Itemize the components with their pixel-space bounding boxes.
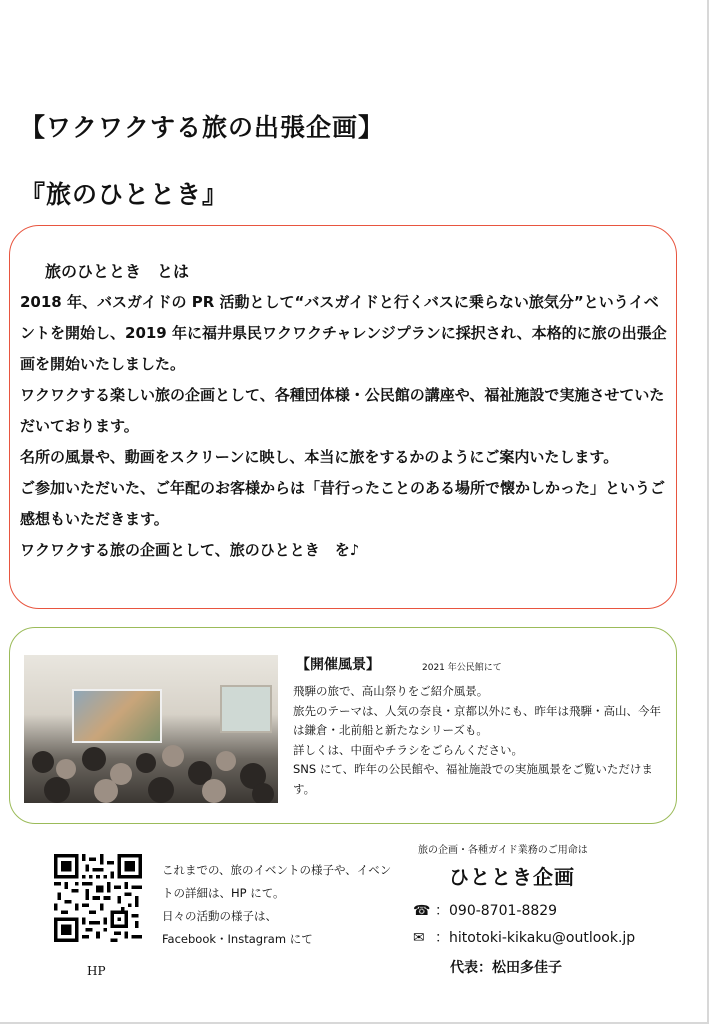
about-paragraph: 2018 年、バスガイドの PR 活動として“バスガイドと行くバスに乗らない旅気分”というイベントを開始し、2019 年に福井県民ワクワクチャレンジプランに採択され、本格的に旅の出張企画を開始いたしました。 (20, 293, 667, 373)
page-subtitle: 『旅のひととき』 (20, 180, 229, 209)
info-line: これまでの、旅のイベントの様子や、イベントの詳細は、HP にて。 (162, 863, 392, 900)
scene-date: 2021 年公民館にて (422, 663, 502, 673)
about-paragraph: ご参加いただいた、ご年配のお客様からは「昔行ったことのある場所で懐かしかった」というご感想もいただきます。 (20, 479, 666, 528)
mail-icon: ✉ (413, 930, 425, 946)
page-title: 【ワクワクする旅の出張企画】 (20, 113, 385, 142)
scene-text (293, 682, 669, 799)
audience (24, 733, 278, 803)
about-text (20, 287, 668, 566)
phone-contact[interactable] (413, 900, 557, 920)
scene-line: 飛騨の旅で、高山祭りをご紹介風景。 (293, 684, 489, 698)
phone-number: ：090-8701-8829 (435, 903, 558, 919)
scene-line: 旅先のテーマは、人気の奈良・京都以外にも、昨年は飛騨・高山、今年は鎌倉・北前船と新たなシリーズも。 (293, 703, 661, 737)
email-address: ：hitotoki-kikaku@outlook.jp (435, 930, 636, 946)
about-heading: 旅のひととき とは (45, 262, 190, 281)
scene-title: 【開催風景】 (296, 657, 380, 673)
info-text (162, 859, 402, 951)
event-photo (24, 655, 278, 803)
email-contact[interactable] (413, 927, 635, 947)
contact-intro: 旅の企画・各種ガイド業務のご用命は (418, 845, 588, 856)
qr-code-icon[interactable] (54, 854, 142, 942)
scene-line: SNS にて、昨年の公民館や、福祉施設での実施風景をご覧いただけます。 (293, 762, 653, 796)
scene-line: 詳しくは、中面やチラシをごらんください。 (293, 742, 523, 757)
company-name: ひととき企画 (449, 865, 575, 889)
info-line: 日々の活動の様子は、 (162, 909, 277, 923)
about-paragraph: 名所の風景や、動画をスクリーンに映し、本当に旅をするかのようにご案内いたします。 (20, 448, 619, 466)
representative: 代表：松田多佳子 (450, 960, 562, 976)
about-paragraph: ワクワクする旅の企画として、旅のひととき を♪ (20, 541, 360, 559)
phone-icon: ☎ (413, 903, 431, 919)
about-paragraph: ワクワクする楽しい旅の企画として、各種団体様・公民館の講座や、福祉施設で実施させていただいております。 (20, 386, 665, 435)
hp-label: HP (87, 964, 106, 978)
info-line: Facebook・Instagram にて (162, 932, 313, 946)
photo-window (220, 685, 272, 733)
